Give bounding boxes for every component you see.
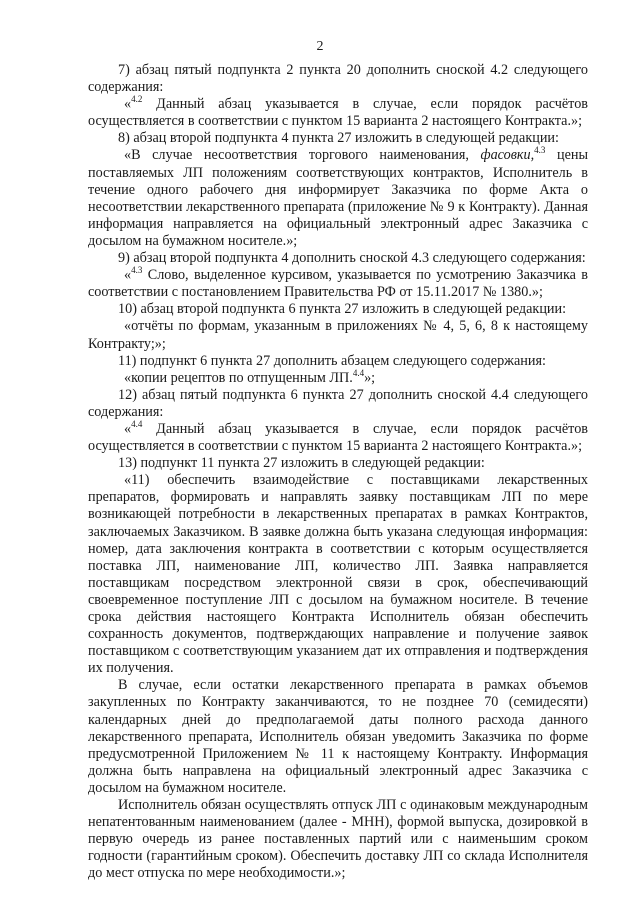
footnote-4-3-text: «$^{4.3}$ Слово, выделенное курсивом, указывается по усмотрению Заказчика в соответствии с постановлением Правительства РФ от 15.11.2017 № 1380.»; bbox=[88, 265, 588, 301]
item-13: 13) подпункт 11 пункта 27 изложить в следующей редакции: bbox=[118, 455, 485, 472]
footnote-ref: 4.3 bbox=[534, 145, 546, 156]
item-9: 9) абзац второй подпункта 4 дополнить сноской 4.3 следующего содержания: bbox=[118, 250, 586, 267]
footnote-4-2-text: «$^{4.2}$ Данный абзац указывается в случае, если порядок расчётов осуществляется в соответствии с пунктом 15 варианта 2 настоящего Контракта.»; bbox=[88, 94, 588, 130]
item-8: 8) абзац второй подпункта 4 пункта 27 изложить в следующей редакции: bbox=[118, 130, 559, 147]
item-12: 12) абзац пятый подпункта 6 пункта 27 дополнить сноской 4.4 следующего содержания: bbox=[88, 386, 588, 420]
item-7: 7) абзац пятый подпункта 2 пункта 20 дополнить сноской 4.2 следующего содержания: bbox=[88, 62, 588, 96]
paragraph-added: «копии рецептов по отпущенным ЛП.$^{4.4}$»; bbox=[124, 367, 376, 386]
paragraph-remaining-stock: В случае, если остатки лекарственного препарата в рамках объемов закупленных по Контракту заканчиваются, то не позднее 70 (семидесяти) календарных дней до предполагаемой даты полного расхода данного лекарственного препарата, Исполнитель обязан уведомить Заказчика по форме предусмотренной Приложением № 11 к настоящему Контракту. Информация должна быть направлена на официальный электронный адрес Заказчика с досылом на бумажном носителе. bbox=[88, 677, 588, 796]
item-10: 10) абзац второй подпункта 6 пункта 27 изложить в следующей редакции: bbox=[118, 301, 567, 318]
paragraph-dispensing: Исполнитель обязан осуществлять отпуск ЛП с одинаковым международным непатентованным наименованием (далее - МНН), формой выпуска, дозировкой в первую очередь из ранее поставленных партий или с наименьшим сроком годности (гарантийным сроком). Обеспечить доставку ЛП со склада Исполнителя до мест отпуска по мере необходимости.»; bbox=[88, 797, 588, 882]
footnote-ref: 4.4 bbox=[352, 367, 365, 378]
footnote-4-4-text: «$^{4.4}$ Данный абзац указывается в случае, если порядок расчётов осуществляется в соответствии с пунктом 15 варианта 2 настоящего Контракта.»; bbox=[88, 418, 588, 455]
footnote-ref: 4.3 bbox=[131, 265, 143, 276]
document-body bbox=[88, 62, 588, 883]
footnote-ref: 4.2 bbox=[131, 94, 143, 105]
item-11: 11) подпункт 6 пункта 27 дополнить абзацем следующего содержания: bbox=[118, 352, 546, 369]
paragraph-new-wording-3: «11) обеспечить взаимодействие с поставщиками лекарственных препаратов, формировать и направлять заявку поставщикам ЛП по мере возникающей потребности в лекарственных препаратах в рамках Контрактов, заключаемых Заказчиком. В заявке должна быть указана следующая информация: номер, дата заключения контракта в соответствии с которым осуществляется поставка ЛП, наименование ЛП, количество ЛП. Заявка направляется поставщикам посредством электронной связи в срок, обеспечивающий своевременное поступление ЛП с досылом на бумажном носителе. В течение срока действия настоящего Контракта Исполнитель обязан обеспечить сохранность документов, подтверждающих направление и получение заявок поставщиком с соответствующим указанием дат их отправления и подтверждения их получения. bbox=[88, 472, 588, 677]
footnote-ref: 4.4 bbox=[131, 418, 143, 429]
page-number: 2 bbox=[316, 39, 324, 54]
paragraph-new-wording-2: «отчёты по формам, указанным в приложениях № 4, 5, 6, 8 к настоящему Контракту;»; bbox=[88, 318, 588, 352]
italic-word: фасовки, bbox=[480, 147, 535, 164]
paragraph-new-wording-1: «В случае несоответствия торгового наименования, фасовки,$^{4.3}$ цены поставляемых ЛП положениям соответствующих контрактов, Исполнитель в течение одного рабочего дня информирует Заказчика по форме Акта о несоответствии лекарственного препарата (приложение № 9 к Контракту). Данная информация направляется на официальный электронный адрес Заказчика с досылом на бумажном носителе.»; bbox=[88, 145, 588, 249]
